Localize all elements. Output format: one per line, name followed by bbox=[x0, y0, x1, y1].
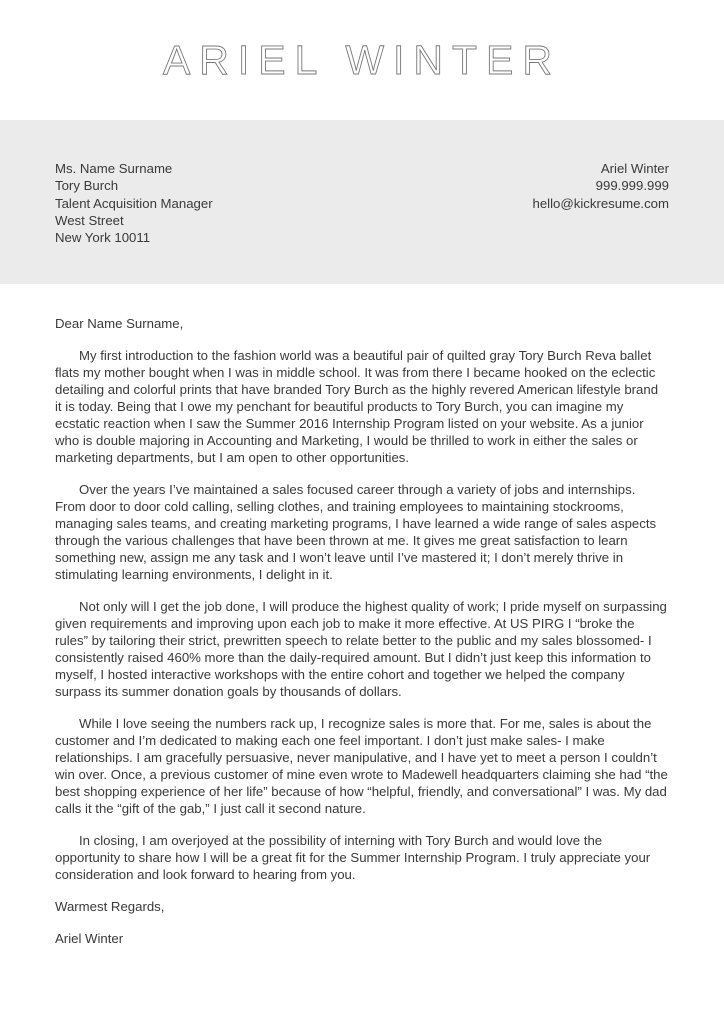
letter-body bbox=[0, 284, 724, 947]
paragraph-4: While I love seeing the numbers rack up, I recognize sales is more that. For me, sales is about the customer and I’m dedicated to making each one feel important. I don’t just make sales- I make relationships. I am gracefully persuasive, never manipulative, and I have yet to meet a person I couldn’t win over. Once, a previous customer of mine even wrote to Madewell headquarters claiming she had “the best shopping experience of her life” because of how “helpful, friendly, and conversational” I was. My dad calls it the “gift of the gab,” I just call it second nature. bbox=[55, 716, 668, 817]
sender-contact-block bbox=[532, 160, 669, 212]
recipient-name: Ms. Name Surname bbox=[55, 161, 173, 176]
recipient-street: West Street bbox=[55, 212, 124, 228]
closing: Warmest Regards, bbox=[55, 899, 165, 915]
paragraph-2: Over the years I’ve maintained a sales focused career through a variety of jobs and internships. From door to door cold calling, selling clothes, and training employees to maintaining stockrooms, managing sales teams, and creating marketing programs, I have learned a wide range of sales aspects through the various challenges that have been thrown at me. It gives me great satisfaction to learn something new, assign me any task and I won’t leave until I’ve mastered it; I don’t merely thrive in stimulating learning environments, I delight in it. bbox=[55, 482, 657, 583]
letterhead bbox=[0, 0, 724, 120]
paragraph-3: Not only will I get the job done, I will produce the highest quality of work; I pride myself on surpassing given requirements and improving upon each job to make it more effective. At US PIRG I “broke the rules” by tailoring their strict, prewritten speech to relate better to the public and my sales blossomed- I consistently raised 460% more than the daily-required amount. But I didn’t just keep this information to myself, I hosted interactive workshops with the entire cohort and together we helped the company surpass its summer donation goals by thousands of dollars. bbox=[55, 599, 667, 700]
sender-email: hello@kickresume.com bbox=[532, 195, 669, 211]
recipient-company: Tory Burch bbox=[55, 178, 119, 194]
sender-phone: 999.999.999 bbox=[595, 178, 669, 194]
signature-name: Ariel Winter bbox=[55, 931, 124, 947]
sender-name: Ariel Winter bbox=[600, 161, 669, 176]
salutation: Dear Name Surname, bbox=[55, 316, 184, 332]
recipient-job-title: Talent Acquisition Manager bbox=[55, 195, 213, 211]
contact-band bbox=[0, 120, 724, 284]
recipient-city-zip: New York 10011 bbox=[55, 230, 151, 246]
page-title: ARIEL WINTER bbox=[162, 36, 562, 83]
paragraph-5: In closing, I am overjoyed at the possibility of interning with Tory Burch and would love the opportunity to share how I will be a great fit for the Summer Internship Program. I truly appreciate your consideration and look forward to hearing from you. bbox=[55, 833, 651, 883]
paragraph-1: My first introduction to the fashion world was a beautiful pair of quilted gray Tory Burch Reva ballet flats my mother bought when I was in middle school. It was from there I became hooked on the eclectic detailing and colorful prints that have branded Tory Burch as the highly revered American lifestyle brand it is today. Being that I owe my penchant for beautiful products to Tory Burch, you can imagine my ecstatic reaction when I saw the Summer 2016 Internship Program listed on your website. As a junior who is double majoring in Accounting and Marketing, I would be thrilled to work in either the sales or marketing departments, but I am open to other opportunities. bbox=[55, 348, 659, 466]
recipient-address-block bbox=[55, 160, 213, 246]
